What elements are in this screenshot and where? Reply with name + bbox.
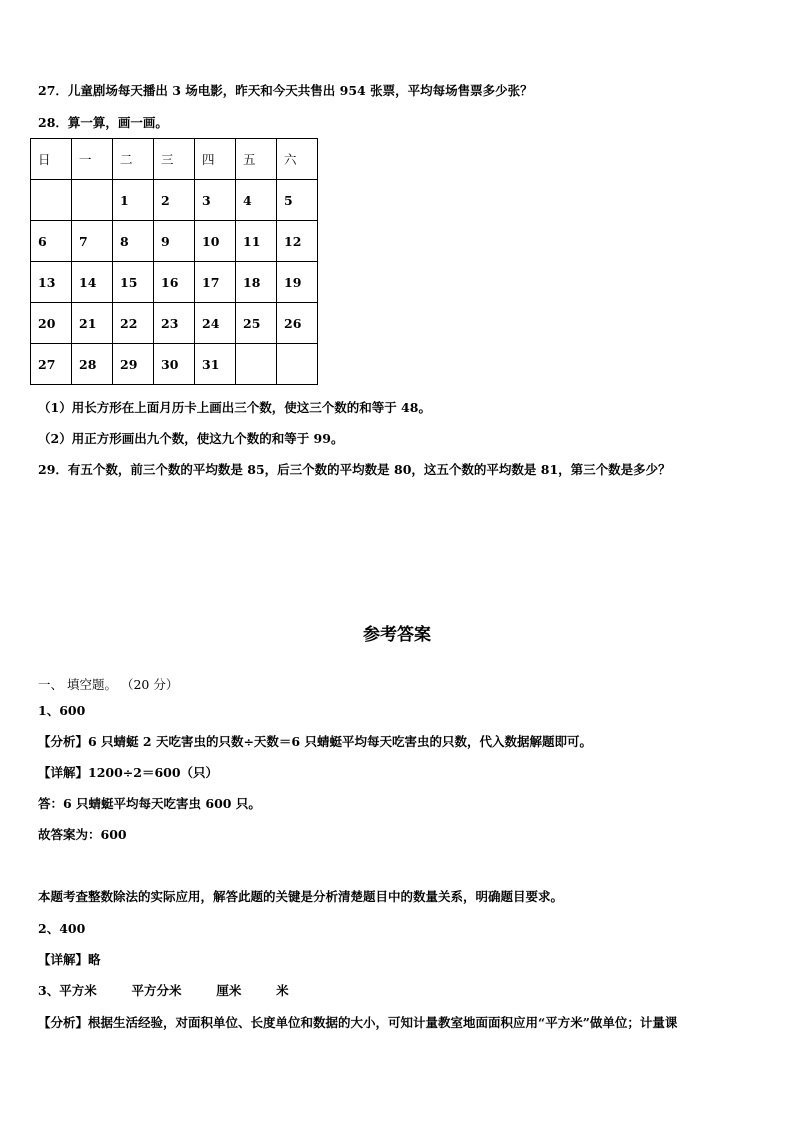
calendar-cell [236, 344, 277, 385]
calendar-cell: 11 [236, 221, 277, 262]
question-28: 28．算一算，画一画。 [38, 115, 168, 130]
calendar-cell: 4 [236, 180, 277, 221]
calendar-cell: 17 [195, 262, 236, 303]
answer-2-detail: 【详解】略 [38, 952, 101, 967]
calendar-cell: 2 [154, 180, 195, 221]
calendar-cell: 5 [277, 180, 318, 221]
calendar-row [31, 180, 318, 221]
calendar-cell [277, 344, 318, 385]
section-heading: 一、 填空题。 （20 分） [38, 677, 179, 692]
calendar-header-cell: 二 [113, 139, 154, 180]
calendar-cell: 16 [154, 262, 195, 303]
calendar-cell: 27 [31, 344, 72, 385]
calendar-cell: 23 [154, 303, 195, 344]
calendar-cell: 15 [113, 262, 154, 303]
calendar-cell: 26 [277, 303, 318, 344]
calendar-cell: 25 [236, 303, 277, 344]
calendar-header-cell: 四 [195, 139, 236, 180]
calendar-cell: 13 [31, 262, 72, 303]
calendar-row [31, 221, 318, 262]
question-28-part-2: （2）用正方形画出九个数，使这九个数的和等于 99。 [38, 431, 344, 446]
calendar-cell: 12 [277, 221, 318, 262]
calendar-cell: 22 [113, 303, 154, 344]
calendar-cell: 18 [236, 262, 277, 303]
calendar-cell [31, 180, 72, 221]
calendar-cell: 9 [154, 221, 195, 262]
calendar-cell: 1 [113, 180, 154, 221]
calendar-header-row [31, 139, 318, 180]
calendar-header-cell: 一 [72, 139, 113, 180]
answer-1-final: 故答案为：600 [38, 827, 127, 842]
calendar-cell: 21 [72, 303, 113, 344]
calendar-table [30, 138, 318, 385]
calendar-cell: 20 [31, 303, 72, 344]
answer-1-detail: 【详解】1200÷2＝600（只） [38, 765, 219, 780]
calendar-cell: 8 [113, 221, 154, 262]
answer-3-analysis: 【分析】根据生活经验，对面积单位、长度单位和数据的大小，可知计量教室地面面积应用“平方米”做单位；计量课 [38, 1015, 678, 1030]
question-28-part-1: （1）用长方形在上面月历卡上画出三个数，使这三个数的和等于 48。 [38, 400, 431, 415]
calendar-cell: 19 [277, 262, 318, 303]
calendar-header-cell: 五 [236, 139, 277, 180]
calendar-cell: 24 [195, 303, 236, 344]
answer-1: 1、600 [38, 703, 86, 718]
calendar-cell [72, 180, 113, 221]
question-27: 27．儿童剧场每天播出 3 场电影，昨天和今天共售出 954 张票，平均每场售票多少张？ [38, 83, 533, 98]
calendar-header-cell: 日 [31, 139, 72, 180]
calendar-cell: 6 [31, 221, 72, 262]
calendar-cell: 10 [195, 221, 236, 262]
calendar-row [31, 344, 318, 385]
calendar-header-cell: 六 [277, 139, 318, 180]
calendar-cell: 28 [72, 344, 113, 385]
calendar-cell: 7 [72, 221, 113, 262]
question-29: 29．有五个数，前三个数的平均数是 85，后三个数的平均数是 80，这五个数的平均数是 81，第三个数是多少？ [38, 462, 671, 477]
answer-1-reply: 答：6 只蜻蜓平均每天吃害虫 600 只。 [38, 796, 261, 811]
calendar-cell: 14 [72, 262, 113, 303]
answer-1-summary: 本题考查整数除法的实际应用，解答此题的关键是分析清楚题目中的数量关系，明确题目要求。 [38, 889, 564, 904]
calendar-cell: 30 [154, 344, 195, 385]
answer-3: 3、平方米 平方分米 厘米 米 [38, 983, 289, 998]
calendar-row [31, 262, 318, 303]
calendar-header-cell: 三 [154, 139, 195, 180]
calendar-cell: 31 [195, 344, 236, 385]
answer-2: 2、400 [38, 921, 86, 936]
answer-1-analysis: 【分析】6 只蜻蜓 2 天吃害虫的只数÷天数＝6 只蜻蜓平均每天吃害虫的只数，代入数据解题即可。 [38, 734, 592, 749]
calendar-cell: 3 [195, 180, 236, 221]
calendar-row [31, 303, 318, 344]
answers-title: 参考答案 [363, 625, 431, 645]
calendar-cell: 29 [113, 344, 154, 385]
